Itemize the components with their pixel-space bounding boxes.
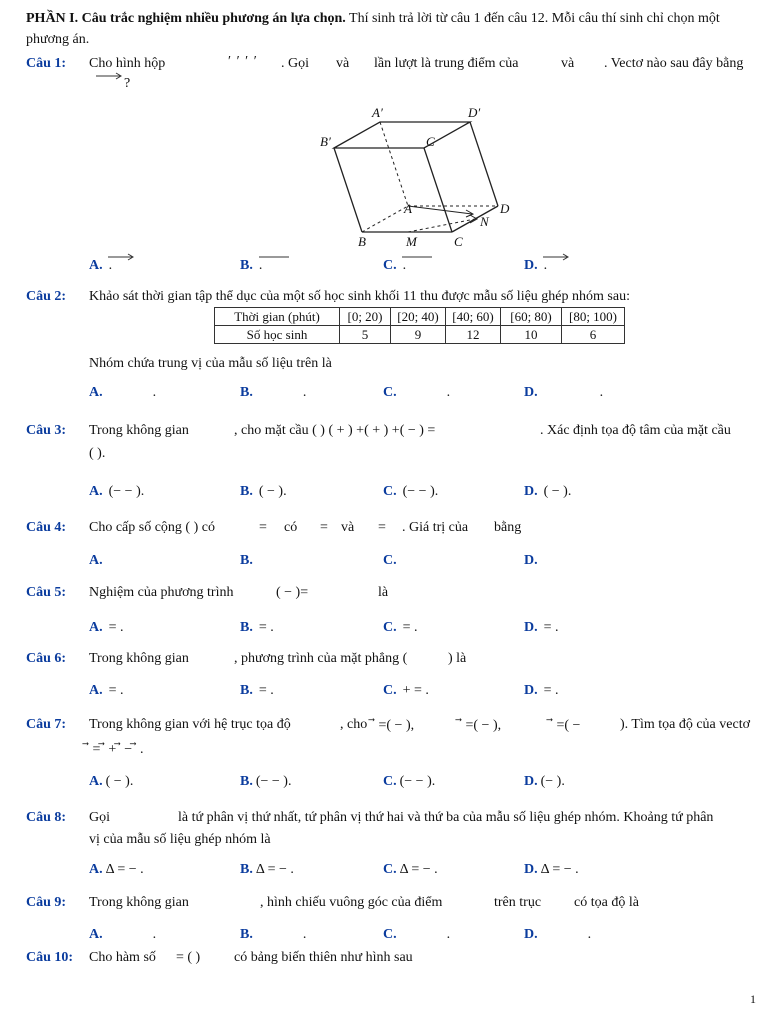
q10-seg-0: Cho hàm số bbox=[89, 950, 156, 965]
q7-seg-4: ⃗ =( − bbox=[553, 718, 581, 733]
q2-option-d[interactable]: D. . bbox=[524, 385, 604, 400]
vertex-label-c: C bbox=[454, 234, 463, 249]
table-cell: [0; 20) bbox=[340, 308, 391, 326]
q3-seg-0: Trong không gian bbox=[89, 423, 189, 438]
q8-seg-0: Gọi bbox=[89, 810, 110, 825]
table-cell: [60; 80) bbox=[501, 308, 562, 326]
q6-option-c[interactable]: C. + = . bbox=[383, 683, 429, 698]
q7-seg-2: ⃗ =( − ), bbox=[375, 718, 415, 733]
q6-seg-0: Trong không gian bbox=[89, 651, 189, 666]
question-8-number: Câu 8: bbox=[26, 810, 67, 825]
vertex-label-d: D bbox=[500, 201, 510, 216]
q5-option-b[interactable]: B. = . bbox=[240, 620, 274, 635]
q9-option-a[interactable]: A. . bbox=[89, 927, 157, 942]
q3-seg-1: , cho mặt cầu ( ) ( + ) +( + ) +( − ) = bbox=[234, 423, 436, 438]
q4-seg-3: = bbox=[320, 520, 328, 535]
q9-option-b[interactable]: B. . bbox=[240, 927, 307, 942]
q4-seg-6: . Giá trị của bbox=[402, 520, 469, 535]
vector-arrow-icon bbox=[108, 253, 136, 261]
q5-option-c[interactable]: C. = . bbox=[383, 620, 418, 635]
table-cell: 12 bbox=[446, 326, 501, 344]
q3-line2: ( ). bbox=[89, 446, 106, 461]
q5-option-a[interactable]: A. = . bbox=[89, 620, 124, 635]
q7-seg-5: ). Tìm tọa độ của vectơ bbox=[620, 717, 750, 732]
q4-option-c[interactable]: C. bbox=[383, 553, 397, 568]
q10-seg-1: = ( ) bbox=[176, 950, 201, 965]
vertex-label-a-prime: A′ bbox=[372, 105, 383, 120]
q9-seg-2: trên trục bbox=[494, 895, 542, 910]
q3-option-d[interactable]: D. ( − ). bbox=[524, 484, 572, 499]
q8-option-b[interactable]: B. Δ = − . bbox=[240, 862, 294, 877]
part-intro bbox=[26, 8, 756, 50]
q1-seg-0: Cho hình hộp bbox=[89, 56, 166, 71]
q9-seg-0: Trong không gian bbox=[89, 895, 189, 910]
q7-option-d[interactable]: D. (− ). bbox=[524, 774, 565, 789]
vertex-label-d-prime: D′ bbox=[468, 105, 481, 120]
q10-seg-2: có bảng biến thiên như hình sau bbox=[234, 950, 413, 965]
q4-seg-0: Cho cấp số cộng ( ) có bbox=[89, 520, 215, 535]
q8-option-d[interactable]: D. Δ = − . bbox=[524, 862, 579, 877]
q7-line2: ⃗ = ⃗ + ⃗ − ⃗ . bbox=[89, 742, 144, 757]
q4-seg-7: bằng bbox=[494, 520, 522, 535]
q7-seg-0: Trong không gian với hệ trục tọa độ bbox=[89, 717, 291, 732]
q1-seg-5: và bbox=[561, 56, 575, 71]
q5-seg-1: ( − )= bbox=[276, 585, 309, 600]
q4-seg-4: và bbox=[341, 520, 355, 535]
table-row bbox=[215, 326, 625, 344]
q3-option-c[interactable]: C. (− − ). bbox=[383, 484, 439, 499]
q1-seg-1: ′ ′ ′ ′ bbox=[228, 54, 258, 69]
q9-option-c[interactable]: C. . bbox=[383, 927, 451, 942]
table-cell: 10 bbox=[501, 326, 562, 344]
table-cell: 5 bbox=[340, 326, 391, 344]
q3-option-a[interactable]: A. (− − ). bbox=[89, 484, 145, 499]
q7-option-b[interactable]: B. (− − ). bbox=[240, 774, 292, 789]
vertex-label-m: M bbox=[406, 234, 417, 249]
q1-seg-6: . Vectơ nào sau đây bằng bbox=[604, 56, 744, 71]
q9-option-d[interactable]: D. . bbox=[524, 927, 592, 942]
question-2-number: Câu 2: bbox=[26, 289, 67, 304]
q1-seg-2: . Gọi bbox=[281, 56, 309, 71]
q1-seg-3: và bbox=[336, 56, 350, 71]
q4-seg-5: = bbox=[378, 520, 386, 535]
q7-option-a[interactable]: A. ( − ). bbox=[89, 774, 134, 789]
q7-seg-1: , cho bbox=[340, 717, 368, 732]
question-2-followup: Nhóm chứa trung vị của mẫu số liệu trên là bbox=[89, 356, 332, 371]
table-cell: [40; 60) bbox=[446, 308, 501, 326]
vector-bar-icon bbox=[402, 253, 434, 261]
q8-option-a[interactable]: A. Δ = − . bbox=[89, 862, 144, 877]
question-4-number: Câu 4: bbox=[26, 520, 67, 535]
part-instruction: Thí sinh trả lời từ câu 1 đến câu 12. Mỗi câu thí sinh chỉ chọn một phương án. bbox=[26, 11, 720, 47]
question-6-number: Câu 6: bbox=[26, 651, 67, 666]
vertex-label-b-prime: B′ bbox=[320, 134, 331, 149]
q4-seg-2: có bbox=[284, 520, 298, 535]
q5-seg-2: là bbox=[378, 585, 389, 600]
q2-option-a[interactable]: A. . bbox=[89, 385, 157, 400]
q2-option-c[interactable]: C. . bbox=[383, 385, 451, 400]
q3-seg-2: . Xác định tọa độ tâm của mặt cầu bbox=[540, 423, 731, 438]
q1-option-b[interactable]: B. . bbox=[240, 258, 263, 273]
table-cell: Số học sinh bbox=[215, 326, 340, 344]
table-cell: Thời gian (phút) bbox=[215, 308, 340, 326]
vertex-label-c-prime: C bbox=[426, 134, 435, 149]
q6-seg-1: , phương trình của mặt phẳng ( bbox=[234, 651, 408, 666]
question-7-number: Câu 7: bbox=[26, 717, 67, 732]
q2-option-b[interactable]: B. . bbox=[240, 385, 307, 400]
question-2-text: Khảo sát thời gian tập thể dục của một số học sinh khối 11 thu được mẫu số liệu ghép nhóm sau: bbox=[89, 289, 630, 304]
q6-option-d[interactable]: D. = . bbox=[524, 683, 559, 698]
q5-seg-0: Nghiệm của phương trình bbox=[89, 585, 234, 600]
q6-option-a[interactable]: A. = . bbox=[89, 683, 124, 698]
q1-option-d[interactable]: D. . bbox=[524, 258, 548, 273]
table-cell: 9 bbox=[391, 326, 446, 344]
vector-arrow-icon bbox=[96, 72, 124, 80]
q1-seg-4: lần lượt là trung điểm của bbox=[374, 56, 519, 71]
vector-arrow-icon bbox=[543, 253, 571, 261]
q6-seg-2: ) là bbox=[448, 651, 467, 666]
question-10-number: Câu 10: bbox=[26, 950, 74, 965]
table-cell: 6 bbox=[562, 326, 625, 344]
q4-option-a[interactable]: A. bbox=[89, 553, 103, 568]
q8-seg-1: là tứ phân vị thứ nhất, tứ phân vị thứ hai và thứ ba của mẫu số liệu ghép nhóm. Khoảng tứ phân bbox=[178, 810, 714, 825]
parallelepiped-figure bbox=[320, 102, 530, 250]
q7-seg-3: ⃗ =( − ), bbox=[462, 718, 502, 733]
question-3-number: Câu 3: bbox=[26, 423, 67, 438]
q1-option-a[interactable]: A. . bbox=[89, 258, 113, 273]
q8-option-c[interactable]: C. Δ = − . bbox=[383, 862, 438, 877]
question-9-number: Câu 9: bbox=[26, 895, 67, 910]
question-5-number: Câu 5: bbox=[26, 585, 67, 600]
page-number: 1 bbox=[750, 992, 756, 1006]
vertex-label-b: B bbox=[358, 234, 366, 249]
q4-option-b[interactable]: B. bbox=[240, 553, 253, 568]
q4-option-d[interactable]: D. bbox=[524, 553, 538, 568]
table-cell: [20; 40) bbox=[391, 308, 446, 326]
table-cell: [80; 100) bbox=[562, 308, 625, 326]
question-1-number: Câu 1: bbox=[26, 56, 67, 71]
q6-option-b[interactable]: B. = . bbox=[240, 683, 274, 698]
q1-option-c[interactable]: C. . bbox=[383, 258, 407, 273]
vertex-label-a: A bbox=[404, 201, 412, 216]
vector-bar-icon bbox=[259, 253, 291, 261]
q8-line2: vị của mẫu số liệu ghép nhóm là bbox=[89, 832, 271, 847]
q5-option-d[interactable]: D. = . bbox=[524, 620, 559, 635]
table-row bbox=[215, 308, 625, 326]
q9-seg-3: có tọa độ là bbox=[574, 895, 639, 910]
q4-seg-1: = bbox=[259, 520, 267, 535]
q3-option-b[interactable]: B. ( − ). bbox=[240, 484, 287, 499]
q7-option-c[interactable]: C. (− − ). bbox=[383, 774, 436, 789]
vertex-label-n: N bbox=[480, 214, 489, 229]
q9-seg-1: , hình chiếu vuông góc của điểm bbox=[260, 895, 443, 910]
frequency-table bbox=[214, 307, 625, 344]
q1-line2: ? bbox=[124, 76, 131, 91]
part-title: PHẦN I. Câu trắc nghiệm nhiều phương án lựa chọn. bbox=[26, 11, 346, 26]
